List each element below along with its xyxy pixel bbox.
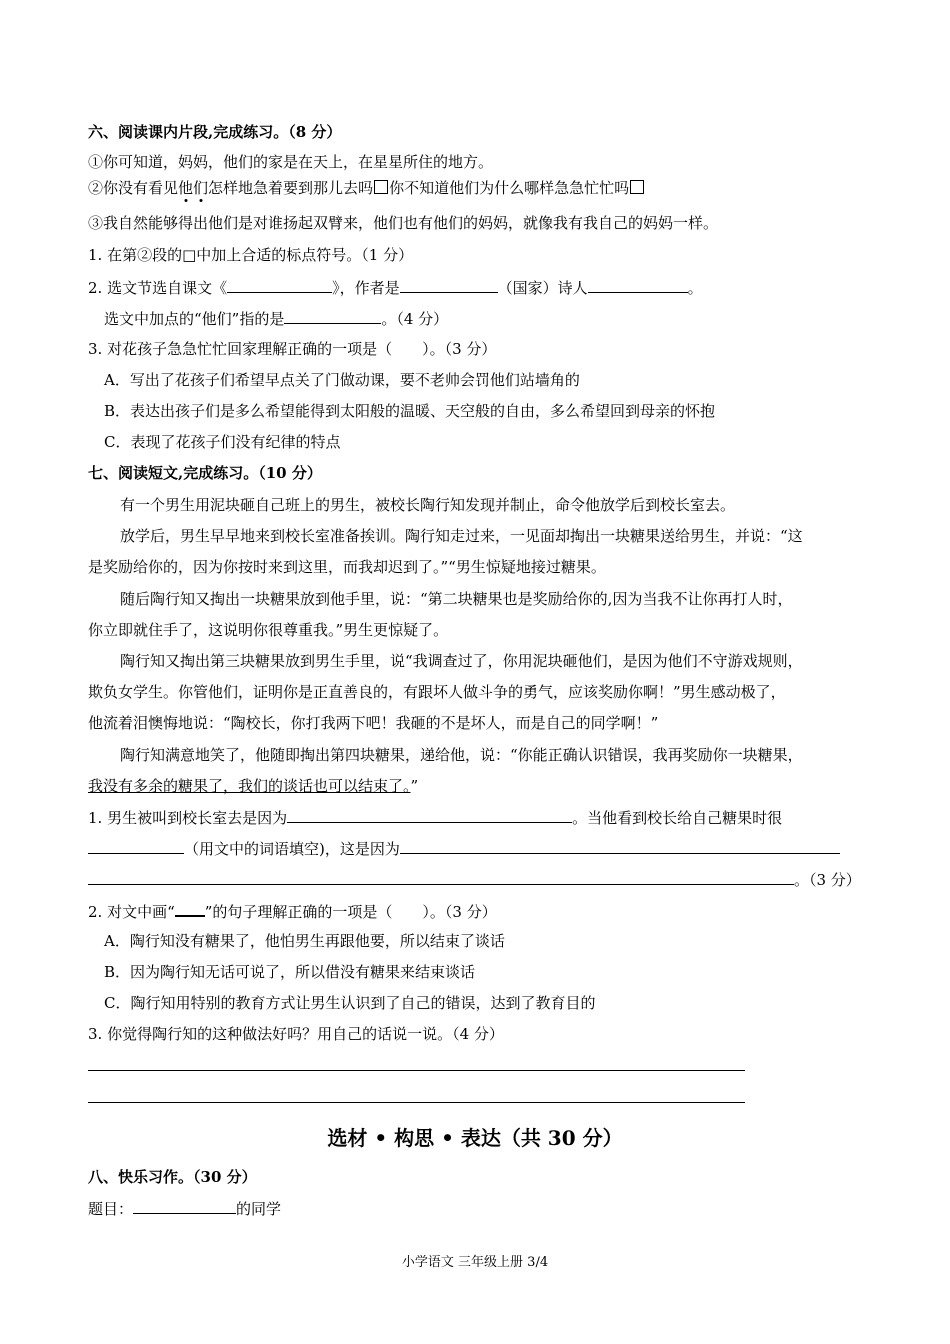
q2-text-e: 选文中加点的“他们”指的是 bbox=[104, 310, 285, 328]
story-para-5-line-1: 陶行知满意地笑了，他随即掏出第四块糖果，递给他，说：“你能正确认识错误，我再奖励你一块糖果， bbox=[120, 746, 803, 764]
s6-question-2 bbox=[88, 276, 703, 299]
page-footer: 小学语文 三年级上册 3/4 bbox=[401, 1255, 549, 1270]
s6-question-3: 3. 对花孩子急急忙忙回家理解正确的一项是（ ）。（3 分） bbox=[88, 340, 497, 358]
story-para-4-line-2: 欺负女学生。你管他们，证明你是正直善良的，有跟坏人做斗争的勇气，应该奖励你啊！”男生感动极了， bbox=[88, 683, 786, 701]
blank-reason-called[interactable] bbox=[287, 806, 572, 823]
blank-topic[interactable] bbox=[133, 1197, 236, 1214]
s6-question-2-part2 bbox=[104, 307, 448, 330]
section-7-title: 七、阅读短文,完成练习。（10 分） bbox=[88, 464, 322, 482]
underline-sample bbox=[175, 899, 205, 917]
s7-q2-option-b[interactable]: B．因为陶行知无话可说了，所以借没有糖果来结束谈话 bbox=[104, 963, 476, 981]
s7q1-text-c: （用文中的词语填空)，这是因为 bbox=[184, 840, 400, 858]
section-6-title: 六、阅读课内片段,完成练习。（8 分） bbox=[88, 123, 342, 141]
dotted-char-2: 们 bbox=[193, 179, 209, 197]
topic-suffix: 的同学 bbox=[236, 1200, 282, 1218]
s6-q3-option-c[interactable]: C．表现了花孩子们没有纪律的特点 bbox=[104, 433, 341, 451]
punctuation-box-1[interactable] bbox=[374, 180, 388, 194]
s7q1-text-b: 。当他看到校长给自己糖果时很 bbox=[572, 809, 783, 827]
s7-q2-option-c[interactable]: C．陶行知用特别的教育方式让男生认识到了自己的错误，达到了教育目的 bbox=[104, 994, 596, 1012]
s7q2-text-a: 2. 对文中画“ bbox=[88, 903, 175, 921]
s7q1-text-d: 。（3 分） bbox=[794, 871, 861, 889]
punctuation-box-2[interactable] bbox=[630, 180, 644, 194]
writing-section-heading: 选材 • 构思 • 表达（共 30 分） bbox=[327, 1126, 623, 1150]
s6-q3-option-b[interactable]: B．表达出孩子们是多么希望能得到太阳般的温暖、天空般的自由，多么希望回到母亲的怀抱 bbox=[104, 402, 716, 420]
story-para-5-line-2 bbox=[88, 775, 418, 797]
s7-question-1-line-3 bbox=[88, 868, 861, 891]
blank-because-1[interactable] bbox=[400, 837, 840, 854]
dotted-char-1: 他 bbox=[178, 179, 194, 197]
s6-question-1: 1. 在第②段的□中加上合适的标点符号。（1 分） bbox=[88, 246, 414, 264]
para2-text-e: 你不知道他们为什么哪样急急忙忙吗 bbox=[389, 179, 630, 197]
s7q2-text-b: ”的句子理解正确的一项是（ ）。（3 分） bbox=[204, 903, 497, 921]
essay-topic bbox=[88, 1197, 281, 1220]
story-para-4-line-3: 他流着泪懊悔地说：“陶校长，你打我两下吧！我砸的不是坏人，而是自己的同学啊！” bbox=[88, 714, 659, 732]
q2-text-a: 2. 选文节选自课文《 bbox=[88, 279, 228, 297]
passage-para-2 bbox=[88, 177, 645, 199]
underlined-sentence: 我没有多余的糖果了，我们的谈话也可以结束了。 bbox=[88, 777, 411, 795]
story-para-2-line-1: 放学后，男生早早地来到校长室准备挨训。陶行知走过来，一见面却掏出一块糖果送给男生，并说：“这 bbox=[120, 527, 803, 545]
blank-lesson-title[interactable] bbox=[227, 276, 332, 293]
answer-line-2[interactable] bbox=[88, 1102, 745, 1103]
blank-because-2[interactable] bbox=[88, 868, 794, 885]
blank-author[interactable] bbox=[400, 276, 498, 293]
q2-text-b: 》，作者是 bbox=[332, 279, 400, 297]
passage-para-1: ①你可知道，妈妈，他们的家是在天上，在星星所住的地方。 bbox=[88, 153, 494, 171]
blank-they-refer[interactable] bbox=[284, 307, 381, 324]
story-para-3-line-1: 随后陶行知又掏出一块糖果放到他手里，说：“第二块糖果也是奖励给你的,因为当我不让你再打人时， bbox=[120, 590, 793, 608]
s7-question-1 bbox=[88, 806, 782, 829]
s7-question-2 bbox=[88, 899, 497, 923]
story-para-3-line-2: 你立即就住手了，这说明你很尊重我。”男生更惊疑了。 bbox=[88, 621, 449, 639]
topic-label: 题目： bbox=[88, 1200, 134, 1218]
closing-quote: ” bbox=[410, 777, 419, 795]
s7-question-3: 3. 你觉得陶行知的这种做法好吗？用自己的话说一说。（4 分） bbox=[88, 1025, 504, 1043]
para2-text-d: 怎样地急着要到那儿去吗 bbox=[208, 179, 374, 197]
story-para-2-line-2: 是奖励给你的，因为你按时来到这里，而我却迟到了。”“男生惊疑地接过糖果。 bbox=[88, 558, 606, 576]
answer-line-1[interactable] bbox=[88, 1070, 745, 1071]
para2-text-a: ②你没有看见 bbox=[88, 179, 179, 197]
s7q1-text-a: 1. 男生被叫到校长室去是因为 bbox=[88, 809, 288, 827]
blank-country[interactable] bbox=[588, 276, 688, 293]
passage-para-3: ③我自然能够得出他们是对谁扬起双臂来，他们也有他们的妈妈，就像我有我自己的妈妈一样。 bbox=[88, 214, 719, 232]
story-para-4-line-1: 陶行知又掏出第三块糖果放到男生手里，说“我调查过了，你用泥块砸他们，是因为他们不守游戏规则， bbox=[120, 652, 803, 670]
blank-word-fill[interactable] bbox=[88, 837, 184, 854]
story-para-1: 有一个男生用泥块砸自己班上的男生，被校长陶行知发现并制止，命令他放学后到校长室去。 bbox=[120, 496, 736, 514]
s6-q3-option-a[interactable]: A．写出了花孩子们希望早点关了门做动课，要不老帅会罚他们站墙角的 bbox=[104, 371, 580, 389]
q2-text-c: （国家）诗人 bbox=[497, 279, 588, 297]
s7-q2-option-a[interactable]: A．陶行知没有糖果了，他怕男生再跟他要，所以结束了谈话 bbox=[104, 932, 505, 950]
q2-text-d: 。 bbox=[687, 279, 703, 297]
section-8-title: 八、快乐习作。（30 分） bbox=[88, 1168, 257, 1186]
s7-question-1-line-2 bbox=[88, 837, 840, 860]
q2-text-f: 。（4 分） bbox=[381, 310, 449, 328]
